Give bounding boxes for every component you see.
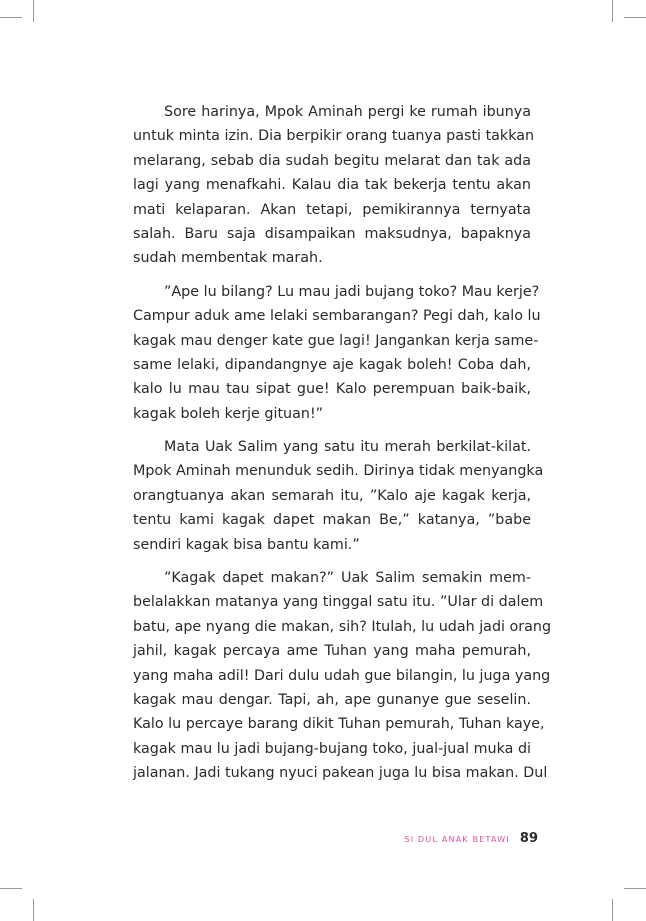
page-number: 89 <box>519 831 538 846</box>
text-line: ”Kagak dapet makan?” Uak Salim semakin mem- <box>164 570 531 587</box>
text-line: salah. Baru saja disampaikan maksudnya, bapaknya <box>133 225 531 242</box>
crop-mark-bottom-left-h <box>0 888 22 889</box>
crop-mark-top-left <box>33 0 34 22</box>
crop-mark-bottom-left <box>33 899 34 921</box>
text-line: sudah membentak marah. <box>133 250 323 267</box>
text-line: Campur aduk ame lelaki sembarangan? Pegi dah, kalo lu <box>133 308 541 325</box>
body-text <box>133 100 552 786</box>
crop-mark-top-right <box>612 0 613 22</box>
crop-mark-bottom-right-h <box>624 888 646 889</box>
text-line: Mata Uak Salim yang satu itu merah berkilat-kilat. <box>164 439 531 456</box>
paragraph-4 <box>133 566 552 786</box>
text-line: same lelaki, dipandangnye aje kagak boleh! Coba dah, <box>133 356 531 373</box>
running-book-title: SI DUL ANAK BETAWI <box>404 835 510 844</box>
text-line: Mpok Aminah menunduk sedih. Dirinya tidak menyangka <box>133 463 544 480</box>
text-line: Kalo lu percaye barang dikit Tuhan pemurah, Tuhan kaye, <box>133 716 545 733</box>
text-line: batu, ape nyang die makan, sih? Itulah, lu udah jadi orang <box>133 618 552 635</box>
text-line: Sore harinya, Mpok Aminah pergi ke rumah ibunya <box>164 104 531 120</box>
text-line: yang maha adil! Dari dulu udah gue bilangin, lu juga yang <box>133 667 551 684</box>
text-line: ”Ape lu bilang? Lu mau jadi bujang toko? Mau kerje? <box>164 283 540 300</box>
page-footer <box>404 831 538 846</box>
text-line: kagak mau denger kate gue lagi! Jangankan kerja same- <box>133 332 539 349</box>
text-line: belalakkan matanya yang tinggal satu itu. ”Ular di dalem <box>133 594 544 611</box>
text-line: sendiri kagak bisa bantu kami.” <box>133 536 360 553</box>
text-line: melarang, sebab dia sudah begitu melarat dan tak ada <box>133 152 531 169</box>
text-line: kagak boleh kerje gituan!” <box>133 405 324 422</box>
text-line: orangtuanya akan semarah itu, ”Kalo aje kagak kerja, <box>133 487 531 504</box>
paragraph-3 <box>133 435 544 557</box>
paragraph-1 <box>133 100 535 271</box>
crop-mark-top-left-h <box>0 17 22 18</box>
paragraph-2 <box>133 280 541 426</box>
text-line: mati kelaparan. Akan tetapi, pemikirannya ternyata <box>133 201 531 218</box>
text-line: untuk minta izin. Dia berpikir orang tuanya pasti takkan <box>133 128 535 145</box>
text-line: tentu kami kagak dapet makan Be,” katanya, ”babe <box>133 512 531 529</box>
text-line: jahil, kagak percaya ame Tuhan yang maha pemurah, <box>133 643 531 660</box>
text-line: kagak mau dengar. Tapi, ah, ape gunanye gue seselin. <box>133 691 531 708</box>
text-line: kalo lu mau tau sipat gue! Kalo perempuan baik-baik, <box>133 381 531 398</box>
crop-mark-top-right-h <box>624 17 646 18</box>
text-line: jalanan. Jadi tukang nyuci pakean juga lu bisa makan. Dul <box>133 765 548 782</box>
text-line: kagak mau lu jadi bujang-bujang toko, jual-jual muka di <box>133 740 531 757</box>
crop-mark-bottom-right <box>612 899 613 921</box>
text-line: lagi yang menafkahi. Kalau dia tak bekerja tentu akan <box>133 177 531 194</box>
